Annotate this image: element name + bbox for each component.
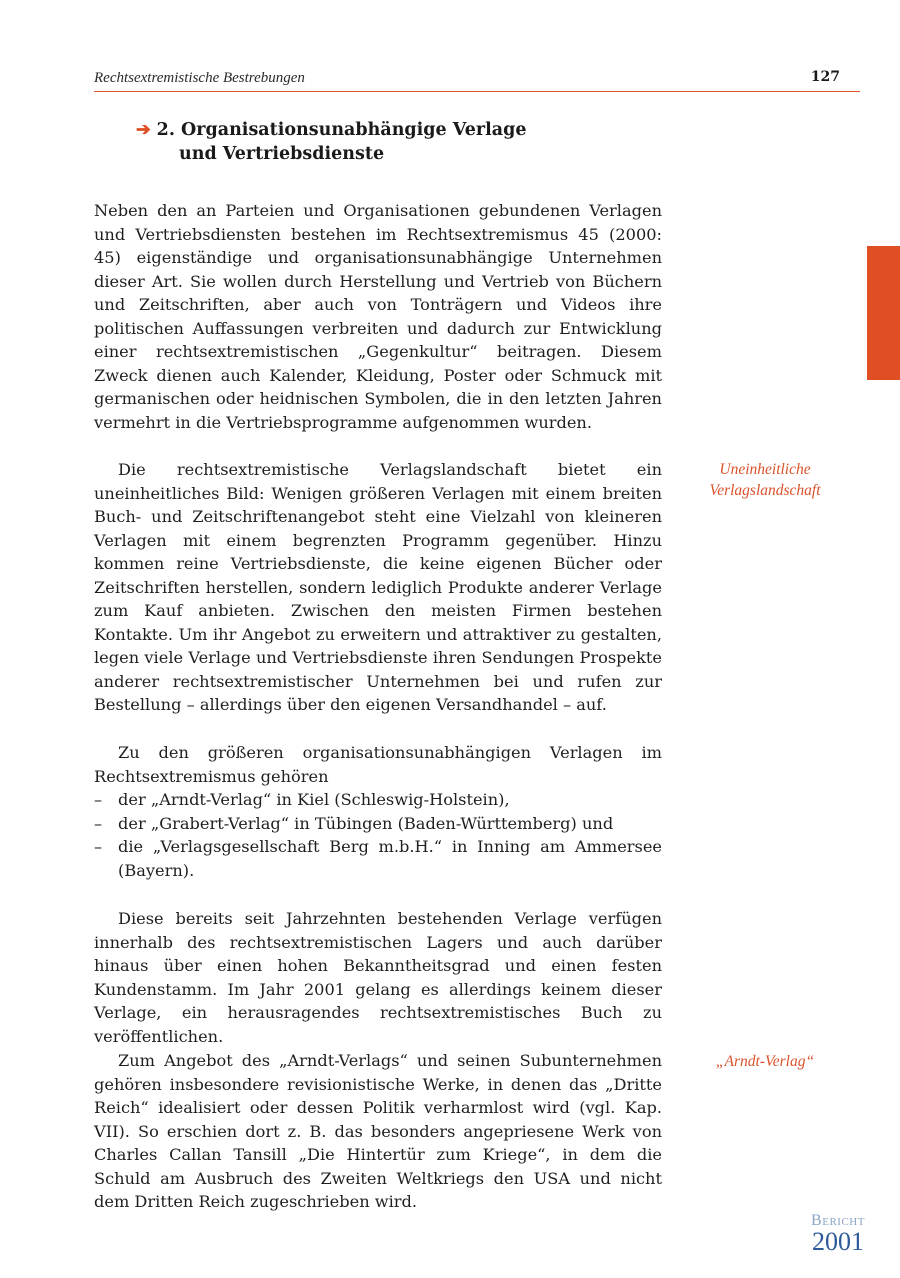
report-logo-year: 2001: [812, 1227, 864, 1256]
running-header-title: Rechtsextremistische Bestrebungen: [94, 70, 305, 86]
paragraph-3: Zu den größeren organisationsunabhängigen Verlagen im Rechtsextremismus gehören: [94, 743, 662, 786]
page-number: 127: [810, 69, 840, 85]
margin-note-arndt-verlag: „Arndt-Verlag“: [715, 1053, 815, 1070]
list-item-text: die „Verlagsgesellschaft Berg m.b.H.“ in Inning am Ammersee (Bayern).: [118, 837, 662, 880]
dash-marker: –: [94, 813, 103, 833]
list-item-text: der „Grabert-Verlag“ in Tübingen (Baden-Württemberg) und: [118, 813, 614, 833]
report-logo: [800, 1212, 876, 1254]
section-heading-line2: und Vertriebsdienste: [179, 144, 385, 164]
list-item: [94, 812, 662, 836]
paragraph-2: Die rechtsextremistische Verlagslandschaft bietet ein uneinheitliches Bild: Wenigen größeren Verlagen mit einem breiten Buch- und Zeitschriftenangebot steht eine Vielzahl von kleineren Verlagen mit einem begrenzten Programm gegenüber. Hinzu kommen reine Vertriebsdienste, die keine eigenen Bücher oder Zeitschriften herstellen, sondern lediglich Produkte anderer Verlage zum Kauf anbieten. Zwischen den meisten Firmen bestehen Kontakte. Um ihr Angebot zu erweitern und attraktiver zu gestalten, legen viele Verlage und Vertriebsdienste ihren Sendungen Prospekte anderer rechtsextremistischer Unternehmen bei und rufen zur Bestellung – allerdings über den eigenen Versandhandel – auf.: [94, 460, 662, 714]
arrow-icon: ➔: [136, 120, 151, 140]
paragraph-4: Diese bereits seit Jahrzehnten bestehenden Verlage verfügen innerhalb des rechtsextremistischen Lagers und auch darüber hinaus über einen hohen Bekanntheitsgrad und einen festen Kundenstamm. Im Jahr 2001 gelang es allerdings keinem dieser Verlage, ein herausragendes rechtsextremistisches Buch zu veröffentlichen.: [94, 909, 662, 1046]
list-item: [94, 788, 662, 812]
margin-note-line: Verlagslandschaft: [709, 482, 821, 499]
margin-note-line: Uneinheitliche: [719, 461, 811, 478]
chapter-side-tab: [867, 246, 900, 380]
section-heading-line1: 2. Organisationsunabhängige Verlage: [156, 120, 527, 140]
dash-marker: –: [94, 790, 103, 809]
report-logo-word: Bericht: [811, 1212, 865, 1229]
publisher-list: [94, 788, 662, 882]
paragraph-5: Zum Angebot des „Arndt-Verlags“ und seinen Subunternehmen gehören insbesondere revisionistische Werke, in denen das „Dritte Reich“ idealisiert oder dessen Politik verharmlost wird (vgl. Kap. VII). So erschien dort z. B. das besonders angepriesene Werk von Charles Callan Tansill „Die Hintertür zum Kriege“, in dem die Schuld am Ausbruch des Zweiten Weltkriegs den USA und nicht dem Dritten Reich zugeschrieben wird.: [94, 1051, 662, 1211]
margin-note-verlagslandschaft: [690, 459, 840, 501]
header-rule: [94, 91, 860, 92]
paragraph-1: Neben den an Parteien und Organisationen gebundenen Verlagen und Vertriebsdiensten bestehen im Rechtsextremismus 45 (2000: 45) eigenständige und organisationsunabhängige Unternehmen dieser Art. Sie wollen durch Herstellung und Vertrieb von Büchern und Zeitschriften, aber auch von Tonträgern und Videos ihre politischen Auffassungen verbreiten und dadurch zur Entwicklung einer rechtsextremistischen „Gegenkultur“ beitragen. Diesem Zweck dienen auch Kalender, Kleidung, Poster oder Schmuck mit germanischen oder heidnischen Symbolen, die in den letzten Jahren vermehrt in die Vertriebsprogramme aufgenommen wurden.: [94, 201, 662, 432]
list-item: [94, 835, 662, 882]
dash-marker: –: [94, 837, 103, 856]
section-heading: [136, 118, 526, 166]
list-item-text: der „Arndt-Verlag“ in Kiel (Schleswig-Holstein),: [118, 790, 510, 809]
